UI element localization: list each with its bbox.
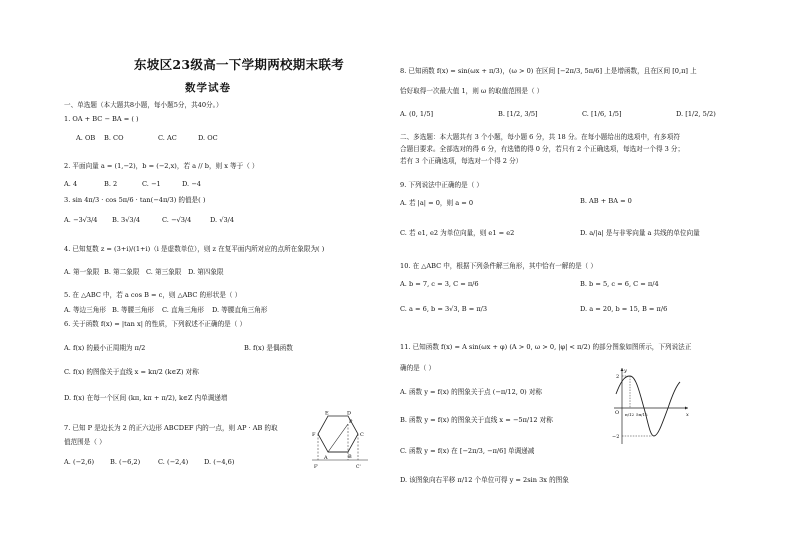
q9-option-c: C. 若 e1, e2 为单位向量，则 e1 = e2 (400, 229, 515, 237)
min-value-label: −2 (612, 434, 620, 440)
q10-option-b: B. b = 5, c = 6, C = π/4 (580, 280, 659, 288)
sine-graph-figure (600, 364, 692, 448)
q11-option-b: B. 函数 y = f(x) 的图象关于直线 x = −5π/12 对称 (400, 416, 553, 424)
q9-option-b: B. AB + BA = 0 (580, 197, 632, 205)
label-p: P (349, 419, 353, 425)
q1-option-d: D. OC (198, 134, 218, 142)
right-column (400, 0, 760, 554)
q10-stem: 10. 在 △ABC 中，根据下列条件解三角形，其中恰有一解的是（ ） (400, 262, 597, 270)
q2-option-a: A. 4 (64, 180, 78, 188)
x-axis-arrow-icon (685, 407, 688, 410)
q4-option-d: D. 第四象限 (188, 268, 224, 276)
q7-option-b: B. (−6,2) (110, 458, 141, 466)
exam-subtitle: 数学试卷 (185, 82, 231, 94)
five-pi-over-12-label: 5π/12 (636, 412, 648, 417)
q7-option-a: A. (−2,6) (64, 458, 95, 466)
q1-option-c: C. AC (158, 134, 177, 142)
q2-option-d: D. −4 (182, 180, 201, 188)
q4-option-b: B. 第二象限 (104, 268, 140, 276)
q7-option-c: C. (−2,4) (158, 458, 189, 466)
q7-stem: 7. 已知 P 是边长为 2 的正六边形 ABCDEF 内的一点，则 AP · AB 的取 (64, 424, 278, 432)
hexagon-figure (308, 410, 374, 472)
label-e: E (325, 410, 329, 417)
q1-option-b: B. CO (104, 134, 124, 142)
origin-label: O (615, 410, 620, 416)
q11-option-a: A. 函数 y = f(x) 的图象关于点 (−π/12, 0) 对称 (400, 388, 543, 396)
q3-stem: 3. sin 4π/3 · cos 5π/6 · tan(−4π/3) 的值是( ) (64, 196, 206, 204)
x-axis-label: x (686, 412, 689, 418)
q9-option-a: A. 若 |a| = 0，则 a = 0 (400, 199, 474, 207)
q4-option-a: A. 第一象限 (64, 268, 100, 276)
q1-stem: 1. OA + BC − BA = ( ) (64, 115, 139, 123)
q8-option-a: A. (0, 1/5] (400, 110, 434, 118)
q6-option-a: A. f(x) 的最小正周期为 π/2 (64, 344, 146, 352)
section2-line1: 二、多选题：本大题共有 3 个小题，每小题 6 分，共 18 分。在每小题给出的选项中，有多项符 (400, 133, 680, 141)
label-f: F (312, 432, 316, 438)
q10-option-d: D. a = 20, b = 15, B = π/6 (580, 305, 668, 313)
q7-option-d: D. (−4,6) (204, 458, 235, 466)
q8-option-c: C. [1/6, 1/5] (582, 110, 622, 118)
q6-option-c: C. f(x) 的图像关于直线 x = kπ/2 (k∈Z) 对称 (64, 368, 199, 376)
q11-stem: 11. 已知函数 f(x) = A sin(ωx + φ) (A > 0, ω > 0, |φ| < π/2) 的部分图象如图所示，下列说法正 (400, 343, 692, 351)
left-column (64, 0, 424, 554)
label-d: D (347, 410, 352, 417)
q9-option-d: D. a/|a| 是与非零向量 a 共线的单位向量 (580, 229, 700, 237)
q4-option-c: C. 第三象限 (146, 268, 182, 276)
segment-ap (328, 424, 348, 452)
section1-heading: 一、单选题（本大题共8小题，每小题5分，共40分。） (64, 101, 223, 109)
q2-option-b: B. 2 (104, 180, 118, 188)
q8-option-d: D. [1/2, 5/2) (676, 110, 716, 118)
label-b: B (348, 454, 352, 460)
sine-curve (616, 376, 680, 436)
q5-option-c: C. 直角三角形 (162, 306, 204, 314)
section2-line3: 若有 3 个正确选项，每选对一个得 2 分） (400, 157, 523, 165)
q3-option-a: A. −3√3/4 (64, 216, 98, 224)
q11-option-d: D. 该图象向右平移 π/12 个单位可得 y = 2sin 3x 的图象 (400, 476, 569, 484)
q5-option-a: A. 等边三角形 (64, 306, 106, 314)
q2-stem: 2. 平面向量 a = (1,−2)，b = (−2,x)，若 a // b，则 x 等于（ ） (64, 162, 259, 170)
label-c-prime: C' (356, 465, 361, 470)
q6-option-b: B. f(x) 是偶函数 (244, 344, 293, 352)
q8-option-b: B. [1/2, 3/5] (498, 110, 538, 118)
section2-line2: 合题目要求。全部选对的得 6 分，有选错的得 0 分，若只有 2 个正确选项，每选对一个得 3 分； (400, 145, 685, 153)
q1-option-a: A. OB (76, 134, 96, 142)
q4-stem: 4. 已知复数 z = (3+i)/(1+i)（i 是虚数单位），则 z 在复平面内所对应的点所在象限为( ) (64, 245, 325, 253)
q11-stem-continued: 确的是（ ） (400, 364, 436, 372)
q7-stem-continued: 值范围是（ ） (64, 438, 106, 446)
q10-option-a: A. b = 7, c = 3, C = π/6 (400, 280, 479, 288)
q5-stem: 5. 在 △ABC 中，若 a cos B = c，则 △ABC 的形状是（ ） (64, 291, 242, 299)
y-axis-label: y (624, 368, 627, 374)
label-a: A (324, 455, 328, 461)
q6-option-d: D. f(x) 在每一个区间 (kπ, kπ + π/2), k∈Z 内单调递增 (64, 394, 228, 402)
q2-option-c: C. −1 (142, 180, 161, 188)
q3-option-d: D. √3/4 (210, 216, 235, 224)
q5-option-d: D. 等腰直角三角形 (212, 306, 268, 314)
exam-title: 东坡区23级高一下学期两校期末联考 (134, 57, 344, 72)
q3-option-b: B. 3√3/4 (112, 216, 141, 224)
q3-option-c: C. −√3/4 (162, 216, 192, 224)
q8-stem: 8. 已知函数 f(x) = sin(ωx + π/3)，(ω > 0) 在区间 [−2π/3, 5π/6] 上是增函数，且在区间 [0,π] 上 (400, 67, 697, 75)
q6-stem: 6. 关于函数 f(x) = |tan x| 的性质，下列叙述不正确的是（ ） (64, 320, 247, 328)
q9-stem: 9. 下列说法中正确的是（ ） (400, 181, 484, 189)
q8-stem-continued: 恰好取得一次最大值 1，则 ω 的取值范围是（ ） (400, 87, 544, 95)
label-f-prime: F' (314, 465, 319, 470)
q5-option-b: B. 等腰三角形 (112, 306, 155, 314)
q11-option-c: C. 函数 y = f(x) 在 [−2π/3, −π/6] 单调递减 (400, 447, 535, 455)
max-value-label: 2 (616, 374, 620, 380)
pi-over-12-label: π/12 (625, 412, 635, 417)
q10-option-c: C. a = 6, b = 3√3, B = π/3 (400, 305, 488, 313)
label-c: C (360, 432, 364, 438)
